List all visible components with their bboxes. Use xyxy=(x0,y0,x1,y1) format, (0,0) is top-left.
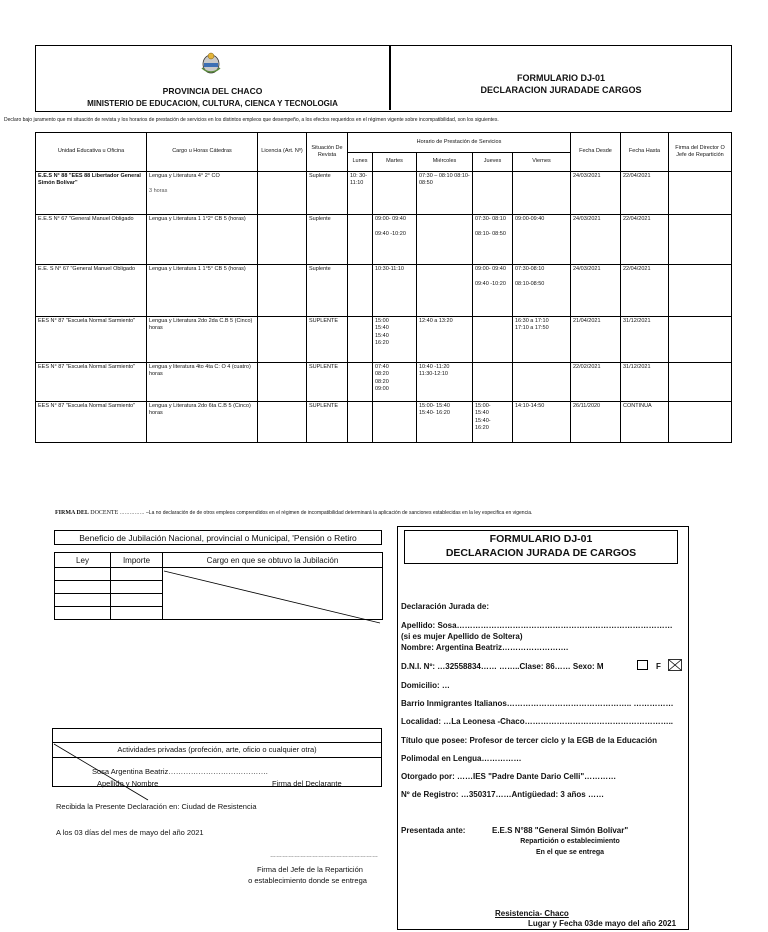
cell-unit: EES N° 87 "Escuela Normal Sarmiento" xyxy=(36,363,147,402)
cell-hasta: 22/04/2021 xyxy=(621,215,669,265)
sexo-m-checkbox[interactable] xyxy=(637,660,648,670)
cell-unit: E.E.S N° 88 "EES 88 Libertador General Simón Bolívar" xyxy=(36,172,147,215)
cell-desde: 24/03/2021 xyxy=(571,215,621,265)
cell-jueves: 09:00- 09:40 09:40 -10:20 xyxy=(473,265,513,317)
fecha-text: A los 03 días del mes de mayo del año 2021 xyxy=(56,828,204,837)
lugar-fecha-label: Lugar y Fecha 03de mayo del año 2021 xyxy=(528,919,677,928)
firma-docente: DOCENTE xyxy=(90,510,119,516)
form-code: FORMULARIO DJ-01 xyxy=(516,73,605,83)
cell-martes xyxy=(373,172,417,215)
day-header: Viernes xyxy=(513,152,571,172)
otorgado-field: Otorgado por: ……IES "Padre Dante Dario Celli"………… xyxy=(401,772,617,781)
jub-cargo-header: Cargo en que se obtuvo la Jubilación xyxy=(163,553,383,568)
cell-martes xyxy=(373,402,417,443)
coat-of-arms-icon xyxy=(198,50,224,76)
firma-jefe-2: o establecimiento donde se entrega xyxy=(248,876,367,885)
domicilio-field: Domicilio: … xyxy=(401,681,450,690)
cell-martes: 09:00- 09:40 09:40 -10:20 xyxy=(373,215,417,265)
cell-desde: 26/11/2020 xyxy=(571,402,621,443)
cell-viernes: 07:30-08:10 08:10-08:50 xyxy=(513,265,571,317)
header-horario: Horario de Prestación de Servicios xyxy=(348,133,571,153)
header-hasta: Fecha Hasta xyxy=(621,133,669,172)
recibida-text: Recibida la Presente Declaración en: Ciudad de Resistencia xyxy=(56,802,257,811)
presentada-value: E.E.S N°88 "General Simón Bolívar" xyxy=(492,826,629,835)
cell-jueves xyxy=(473,172,513,215)
cell-miercoles: 10:40 -11:20 11:30-12:10 xyxy=(417,363,473,402)
cell-desde: 24/03/2021 xyxy=(571,172,621,215)
jub-ley-header: Ley xyxy=(55,553,111,568)
cell-hasta: CONTINUA xyxy=(621,402,669,443)
titulo-field: Título que posee: Profesor de tercer ciclo y la EGB de la Educación xyxy=(401,736,658,745)
firma-declarante-label: Firma del Declarante xyxy=(272,779,342,788)
cell-hasta: 22/04/2021 xyxy=(621,172,669,215)
cell-firma xyxy=(669,402,732,443)
cell-lunes xyxy=(348,265,373,317)
cell-cargo: Lengua y Literatura 2do 2da C.B 5 (Cinco) horas xyxy=(147,317,258,363)
registro-field: Nº de Registro: …350317……Antigüedad: 3 años …… xyxy=(401,790,604,799)
table-row xyxy=(36,402,732,443)
header-situacion: Situación De Revista xyxy=(307,133,348,172)
cell-licencia xyxy=(258,402,307,443)
cell-lunes: 10: 30- 11:10 xyxy=(348,172,373,215)
cell-firma xyxy=(669,363,732,402)
actividades-sep-2 xyxy=(52,786,382,787)
header-licencia: Licencia (Art. Nº) xyxy=(258,133,307,172)
cell-miercoles: 12:40 a 13:20 xyxy=(417,317,473,363)
firma-dots: …………… xyxy=(119,510,145,516)
empty-cell xyxy=(111,581,163,594)
firma-label: FIRMA DEL xyxy=(55,510,89,516)
day-header: Miércoles xyxy=(417,152,473,172)
firma-text: –La no declaración de de otros empleos comprendidos en el régimen de incompatibilidad determinará la aplicación de sanciones establecidas en la ley especifica en vigencia. xyxy=(146,510,533,516)
cell-cargo: Lengua y Literatura 4° 2° CO 3 horas xyxy=(147,172,258,215)
day-header: Lunes xyxy=(348,152,373,172)
empty-cell xyxy=(55,594,111,607)
cell-hasta: 31/12/2021 xyxy=(621,363,669,402)
cell-licencia xyxy=(258,172,307,215)
cell-firma xyxy=(669,265,732,317)
dni-field: D.N.I. Nº: …32558834…… ……..Clase: 86…… Sexo: M xyxy=(401,662,604,671)
cell-situacion: SUPLENTE xyxy=(307,402,348,443)
cell-licencia xyxy=(258,265,307,317)
cell-miercoles: 07:30 – 08:10 08:10-08:50 xyxy=(417,172,473,215)
cell-hasta: 31/12/2021 xyxy=(621,317,669,363)
barrio-field: Barrio Inmigrantes Italianos……………………………………….. …………… xyxy=(401,699,674,708)
cell-jueves xyxy=(473,363,513,402)
cell-jueves xyxy=(473,317,513,363)
cell-hasta: 22/04/2021 xyxy=(621,265,669,317)
empty-cell xyxy=(55,607,111,620)
cell-firma xyxy=(669,172,732,215)
cell-firma xyxy=(669,215,732,265)
jubilacion-header-row xyxy=(55,553,383,568)
cell-martes: 10:30-11:10 xyxy=(373,265,417,317)
table-header-row xyxy=(36,133,732,153)
jubilacion-title: Beneficio de Jubilación Nacional, provincial o Municipal, 'Pensión o Retiro xyxy=(54,530,382,545)
cell-firma xyxy=(669,317,732,363)
intro-text: Declaro bajo juramento que mi situación de revista y los horarios de prestación de servicios en los distintos empleos que desempeño, a los efectos requeridos en el régimen vigente sobre incompatibilidad, son los siguientes. xyxy=(4,117,499,123)
empty-cell xyxy=(55,568,111,581)
soltera-note: (si es mujer Apellido de Soltera) xyxy=(401,632,523,641)
cell-desde: 22/02/2021 xyxy=(571,363,621,402)
province-title: PROVINCIA DEL CHACO xyxy=(162,86,263,96)
ministry-title: MINISTERIO DE EDUCACION, CULTURA, CIENCA Y TECNOLOGIA xyxy=(87,99,338,108)
cell-viernes xyxy=(513,363,571,402)
apellido-nombre-label: Apellido y Nombre xyxy=(97,779,159,788)
firma-jefe-1: Firma del Jefe de la Repartición xyxy=(257,865,363,874)
presentada-label: Presentada ante: xyxy=(401,826,466,835)
cell-licencia xyxy=(258,317,307,363)
cell-situacion: Suplente xyxy=(307,265,348,317)
cell-martes: 07:40 08:20 08:20 09:00 xyxy=(373,363,417,402)
declarante-name: Sosa Argentina Beatriz…………………………………. xyxy=(92,767,268,776)
reparticion-line-1: Repartición o establecimiento xyxy=(520,838,620,845)
table-row xyxy=(36,215,732,265)
cell-viernes: 14:10-14:50 xyxy=(513,402,571,443)
cell-miercoles xyxy=(417,265,473,317)
sexo-f-checkbox[interactable] xyxy=(668,659,682,671)
cell-situacion: SUPLENTE xyxy=(307,363,348,402)
lugar-field: Resistencia- Chaco xyxy=(495,909,569,918)
header-unit: Unidad Educativa u Oficina xyxy=(36,133,147,172)
declaracion-label: Declaración Jurada de: xyxy=(401,602,490,611)
cell-cargo: Lengua y Literatura 1 1°2° CB 5 (horas) xyxy=(147,215,258,265)
table-row xyxy=(36,363,732,402)
cell-cargo: Lengua y Literatura 2do 6ta C.B 5 (Cinco) horas xyxy=(147,402,258,443)
cell-unit: EES N° 87 "Escuela Normal Sarmiento" xyxy=(36,317,147,363)
form-title: DECLARACION JURADADE CARGOS xyxy=(480,85,642,95)
day-header: Jueves xyxy=(473,152,513,172)
nombre-field: Nombre: Argentina Beatriz……………………. xyxy=(401,643,569,652)
cargos-table xyxy=(35,132,732,443)
cell-lunes xyxy=(348,402,373,443)
right-form-box xyxy=(397,526,689,930)
empty-cell xyxy=(111,568,163,581)
cell-licencia xyxy=(258,363,307,402)
table-row xyxy=(36,317,732,363)
cell-viernes: 09:00-09:40 xyxy=(513,215,571,265)
header-desde: Fecha Desde xyxy=(571,133,621,172)
day-header: Martes xyxy=(373,152,417,172)
cell-situacion: Suplente xyxy=(307,215,348,265)
reparticion-line-2: En el que se entrega xyxy=(535,849,605,856)
firma-note xyxy=(55,510,755,516)
cell-unit: E.E. S N° 67 "General Manuel Obligado xyxy=(36,265,147,317)
cell-jueves: 07:30- 08:10 08:10- 08:50 xyxy=(473,215,513,265)
cell-jueves: 15:00- 15:40 15:40- 16:20 xyxy=(473,402,513,443)
right-form-code: FORMULARIO DJ-01 xyxy=(489,533,593,545)
jubilacion-strike-line xyxy=(162,567,384,627)
cell-lunes xyxy=(348,363,373,402)
cell-unit: E.E.S N° 67 "General Manuel Obligado xyxy=(36,215,147,265)
localidad-field: Localidad: …La Leonesa -Chaco……………………………………………….. xyxy=(401,717,674,726)
empty-cell xyxy=(55,581,111,594)
cell-martes: 15:00 15:40 15:40 16:20 xyxy=(373,317,417,363)
cell-lunes xyxy=(348,215,373,265)
header-cargo: Cargo u Horas Cátedras xyxy=(147,133,258,172)
polimodal-field: Polimodal en Lengua…………… xyxy=(401,754,522,763)
cell-cargo: Lengua y Literatura 1 1°5° CB 5 (horas) xyxy=(147,265,258,317)
cell-miercoles xyxy=(417,215,473,265)
cell-desde: 21/04/2021 xyxy=(571,317,621,363)
table-row xyxy=(36,265,732,317)
sexo-f-label: F xyxy=(656,662,661,671)
empty-cell xyxy=(111,607,163,620)
actividades-title: Actividades privadas (profeción, arte, oficio o cualquier otra) xyxy=(117,745,317,754)
cell-miercoles: 15:00- 15:40 15:40- 16:20 xyxy=(417,402,473,443)
jefe-dots: ……………………………………………… xyxy=(270,853,378,859)
cell-lunes xyxy=(348,317,373,363)
apellido-field: Apellido: Sosa……………………………………………………………………… xyxy=(401,621,673,630)
cell-viernes: 16:30 a 17:10 17:10 a 17:50 xyxy=(513,317,571,363)
table-row xyxy=(36,172,732,215)
cell-situacion: Suplente xyxy=(307,172,348,215)
cell-viernes xyxy=(513,172,571,215)
cell-unit: EES N° 87 "Escuela Normal Sarmiento" xyxy=(36,402,147,443)
cell-situacion: SUPLENTE xyxy=(307,317,348,363)
right-form-title: DECLARACION JURADA DE CARGOS xyxy=(445,547,637,559)
cell-desde: 24/03/2021 xyxy=(571,265,621,317)
cell-cargo: Lengua y literatura 4to 4ta C: O 4 (cuatro) horas xyxy=(147,363,258,402)
cell-licencia xyxy=(258,215,307,265)
empty-cell xyxy=(111,594,163,607)
jub-importe-header: Importe xyxy=(111,553,163,568)
header-box xyxy=(35,45,732,112)
header-firma: Firma del Director O Jefe de Repartición xyxy=(669,133,732,172)
